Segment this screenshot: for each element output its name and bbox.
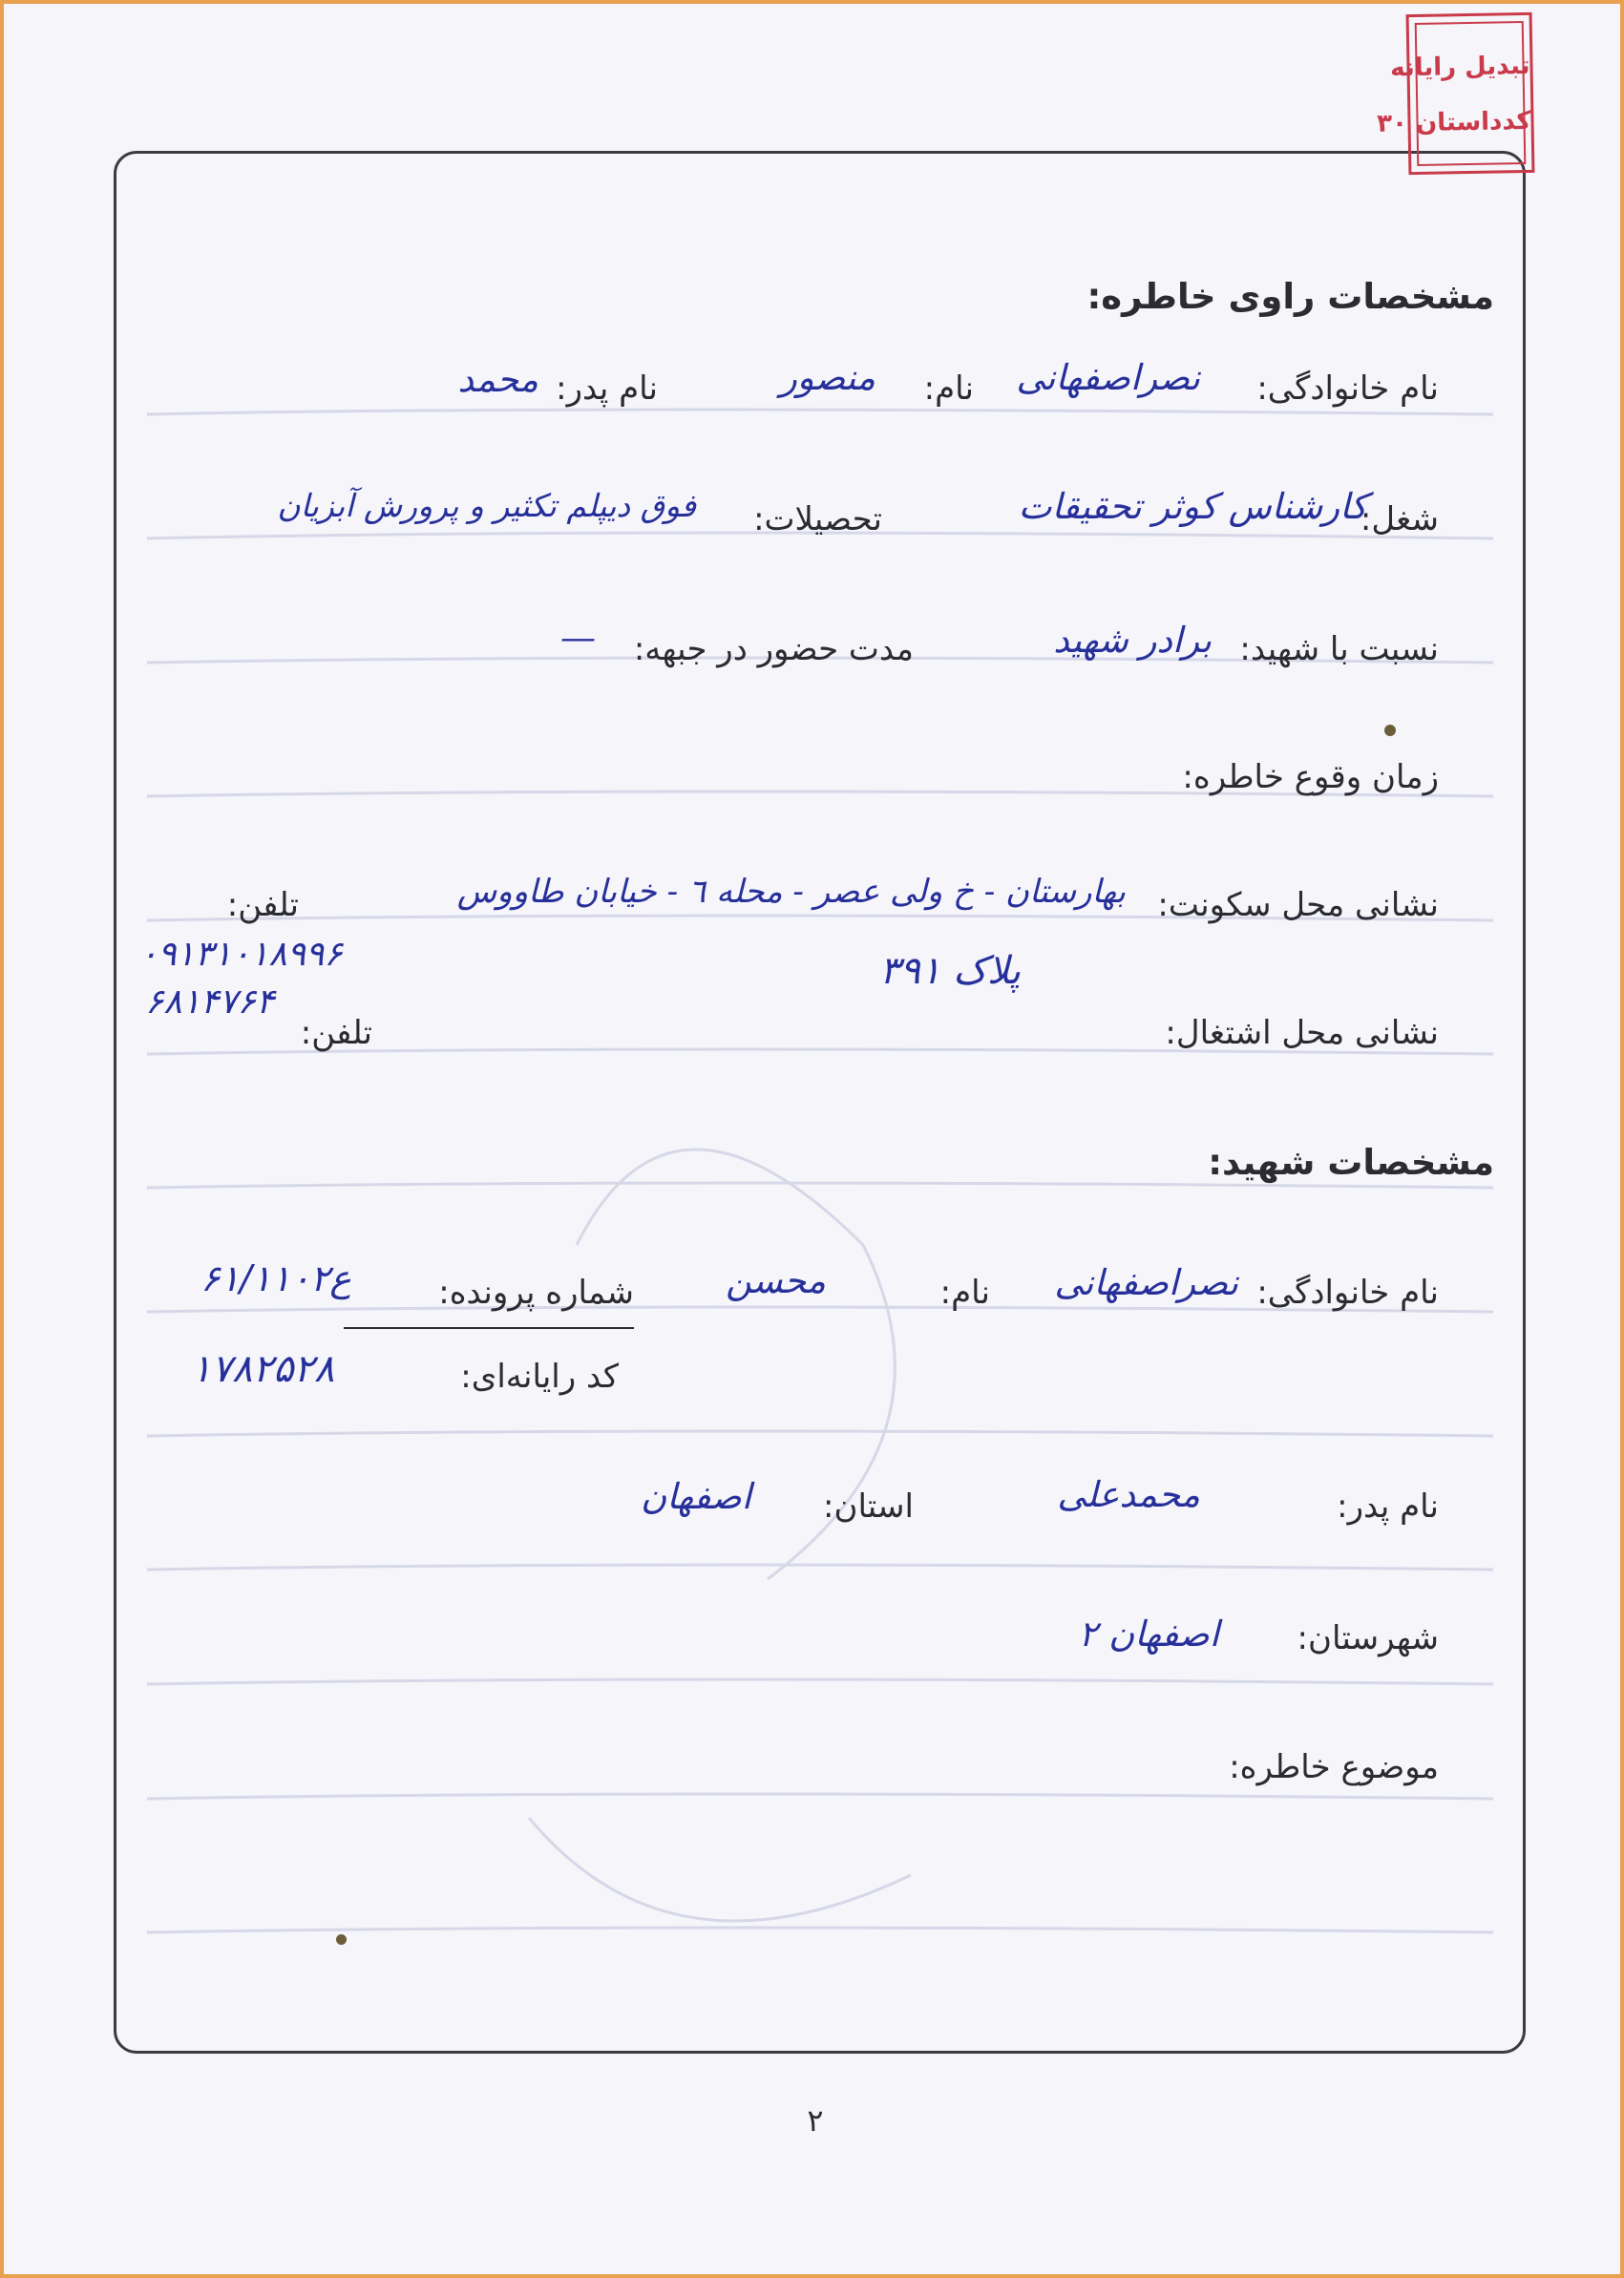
narrator-father-value: محمد xyxy=(457,359,538,400)
document-page xyxy=(4,4,1620,2274)
file-number-underline xyxy=(344,1327,634,1329)
archive-stamp xyxy=(1376,12,1535,175)
memory-time-label: زمان وقوع خاطره: xyxy=(1182,758,1439,796)
narrator-front-duration-value: — xyxy=(560,617,596,658)
narrator-relation-label: نسبت با شهید: xyxy=(1239,630,1439,668)
ink-spot xyxy=(336,1934,347,1945)
file-number-value: ۶۱/ع۱۱۰۲ xyxy=(200,1257,351,1299)
martyr-family-name-value: نصراصفهانی xyxy=(1054,1262,1238,1303)
page-number: ۲ xyxy=(807,2102,824,2139)
narrator-relation-value: برادر شهید xyxy=(1053,620,1212,661)
home-phone-2: ۶۸۱۴۷۶۴ xyxy=(145,982,275,1022)
martyr-heading: مشخصات شهید: xyxy=(1208,1142,1494,1183)
county-label: شهرستان: xyxy=(1297,1619,1439,1657)
martyr-first-name-value: محسن xyxy=(726,1260,826,1301)
computer-code-label: کد رایانه‌ای: xyxy=(460,1358,619,1396)
narrator-first-name-label: نام: xyxy=(923,369,974,408)
martyr-father-label: نام پدر: xyxy=(1337,1487,1439,1526)
home-phone-1: ۰۹۱۳۱۰۱۸۹۹۶ xyxy=(139,935,343,974)
home-address-label: نشانی محل سکونت: xyxy=(1157,886,1439,924)
martyr-first-name-label: نام: xyxy=(939,1274,990,1312)
memory-subject-label: موضوع خاطره: xyxy=(1229,1748,1439,1786)
narrator-first-name-value: منصور xyxy=(779,357,875,398)
narrator-front-duration-label: مدت حضور در جبهه: xyxy=(633,630,914,668)
narrator-family-name-label: نام خانوادگی: xyxy=(1256,369,1439,408)
province-value: اصفهان xyxy=(641,1476,751,1517)
file-number-label: شماره پرونده: xyxy=(438,1274,634,1312)
narrator-job-label: شغل: xyxy=(1360,500,1439,538)
narrator-heading: مشخصات راوی خاطره: xyxy=(1086,276,1494,317)
martyr-family-name-label: نام خانوادگی: xyxy=(1256,1274,1439,1312)
computer-code-value: ۱۷۸۲۵۲۸ xyxy=(191,1347,335,1391)
home-phone-label: تلفن: xyxy=(226,886,299,924)
ink-spot xyxy=(1384,725,1396,736)
narrator-education-label: تحصیلات: xyxy=(753,500,882,538)
narrator-education-value: فوق دیپلم تکثیر و پرورش آبزیان xyxy=(277,487,696,524)
martyr-father-value: محمدعلی xyxy=(1057,1474,1200,1515)
narrator-father-label: نام پدر: xyxy=(556,369,658,408)
narrator-job-value: کارشناس کوثر تحقیقات xyxy=(1018,486,1367,527)
narrator-family-name-value: نصراصفهانی xyxy=(1016,357,1200,398)
work-phone-label: تلفن: xyxy=(300,1014,372,1052)
home-address-value: بهارستان - خ ولی عصر - محله ٦ - خیابان طاووس xyxy=(456,873,1126,911)
stamp-line-2: کد‌داستان ۳۰ xyxy=(1376,106,1531,138)
county-value: اصفهان ۲ xyxy=(1078,1614,1219,1655)
province-label: استان: xyxy=(823,1487,914,1526)
stamp-line-1: تبدیل رایانه xyxy=(1389,51,1530,83)
home-address-plaque: پلاک ۳۹۱ xyxy=(879,949,1021,993)
work-address-label: نشانی محل اشتغال: xyxy=(1165,1014,1439,1052)
